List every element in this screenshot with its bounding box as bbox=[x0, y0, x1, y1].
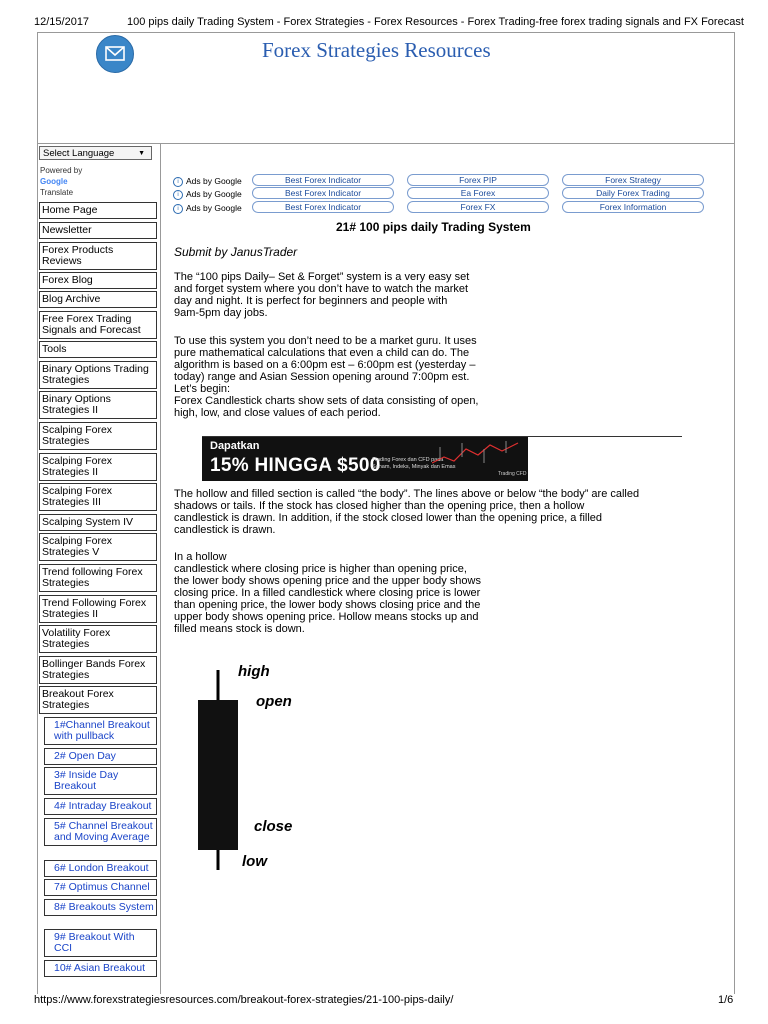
paragraph-hollow-filled bbox=[174, 551, 481, 635]
google-logo: Google bbox=[40, 177, 68, 186]
ad-link-forex-pip[interactable]: Forex PIP bbox=[407, 174, 549, 186]
paragraph-body-definition bbox=[174, 488, 639, 536]
banner-description-line: Trading Forex dan CFD pada bbox=[372, 457, 444, 463]
text-line: high, low, and close values of each period. bbox=[174, 407, 381, 419]
text-line: the lower body shows opening price and the upper body shows bbox=[174, 575, 481, 587]
info-icon[interactable]: i bbox=[173, 204, 183, 214]
text-line: The hollow and filled section is called “the body”. The lines above or below “the body” are called bbox=[174, 488, 640, 500]
ad-link-daily-forex-trading[interactable]: Daily Forex Trading bbox=[562, 187, 704, 199]
language-select[interactable] bbox=[39, 146, 152, 160]
text-line: than opening price, the lower body shows closing price and the bbox=[174, 599, 481, 611]
nav-item-products-reviews[interactable]: Forex Products Reviews bbox=[39, 242, 157, 270]
candle-label-open: open bbox=[256, 693, 292, 710]
envelope-icon-graphic bbox=[97, 36, 133, 72]
paragraph-intro bbox=[174, 271, 469, 319]
nav-item-tools[interactable]: Tools bbox=[39, 341, 157, 358]
paragraph-method bbox=[174, 335, 479, 419]
info-icon[interactable]: i bbox=[173, 177, 183, 187]
candle-label-low: low bbox=[242, 853, 267, 870]
nav-item-bollinger-bands[interactable]: Bollinger Bands Forex Strategies bbox=[39, 656, 157, 684]
nav-item-binary-options-2[interactable]: Binary Options Strategies II bbox=[39, 391, 157, 419]
language-select-label: Select Language bbox=[43, 148, 115, 159]
text-line: and forget system where you don’t have to watch the market bbox=[174, 283, 469, 295]
nav-item-scalping-5[interactable]: Scalping Forex Strategies V bbox=[39, 533, 157, 561]
ad-link-ea-forex[interactable]: Ea Forex bbox=[407, 187, 549, 199]
banner-description-line: Saham, Indeks, Minyak dan Emas bbox=[372, 464, 456, 470]
text-line: candlestick where closing price is higher than opening price, bbox=[174, 563, 467, 575]
subnav-item-channel-breakout-ma[interactable]: 5# Channel Breakout and Moving Average bbox=[44, 818, 157, 846]
text-line: Let’s begin: bbox=[174, 383, 231, 395]
filled-candlestick-diagram bbox=[190, 660, 250, 880]
subnav-item-asian-breakout[interactable]: 10# Asian Breakout bbox=[44, 960, 157, 977]
subnav-item-channel-breakout-pullback[interactable]: 1#Channel Breakout with pullback bbox=[44, 717, 157, 745]
nav-item-scalping-4[interactable]: Scalping System IV bbox=[39, 514, 157, 531]
ad-link-forex-strategy[interactable]: Forex Strategy bbox=[562, 174, 704, 186]
site-title[interactable]: Forex Strategies Resources bbox=[262, 38, 491, 62]
ads-by-google-label: Ads by Google bbox=[186, 176, 242, 186]
ad-link-best-forex-indicator[interactable]: Best Forex Indicator bbox=[252, 201, 394, 213]
text-line: algorithm is based on a 6:00pm est – 6:00pm est (yesterday – bbox=[174, 359, 476, 371]
print-date: 12/15/2017 bbox=[34, 16, 90, 28]
nav-item-trend-following[interactable]: Trend following Forex Strategies bbox=[39, 564, 157, 592]
content-divider bbox=[160, 144, 161, 994]
print-title: 100 pips daily Trading System - Forex Strategies - Forex Resources - Forex Trading-free forex trading signals and FX Forecast bbox=[127, 16, 744, 28]
banner-brand: Trading CFD bbox=[498, 471, 527, 477]
ads-by-google-label: Ads by Google bbox=[186, 189, 242, 199]
text-line: day and night. It is perfect for beginners and people with bbox=[174, 295, 448, 307]
text-line: pure mathematical calculations that even a child can do. The bbox=[174, 347, 470, 359]
nav-item-forex-blog[interactable]: Forex Blog bbox=[39, 272, 157, 289]
article-title: 21# 100 pips daily Trading System bbox=[336, 220, 531, 234]
nav-item-scalping-3[interactable]: Scalping Forex Strategies III bbox=[39, 483, 157, 511]
text-line: To use this system you don’t need to be a market guru. It uses bbox=[174, 335, 477, 347]
ads-label-row-2 bbox=[173, 189, 242, 200]
text-line: shadows or tails. If the stock has closed higher than the opening price, then a hollow bbox=[174, 500, 585, 512]
print-page-number: 1/6 bbox=[718, 994, 734, 1006]
text-line: In a hollow bbox=[174, 551, 227, 563]
translate-link[interactable]: Translate bbox=[40, 188, 74, 197]
ad-link-best-forex-indicator[interactable]: Best Forex Indicator bbox=[252, 187, 394, 199]
ads-label-row-1 bbox=[173, 176, 242, 187]
print-url: https://www.forexstrategiesresources.com/breakout-forex-strategies/21-100-pips-daily/ bbox=[34, 994, 454, 1006]
google-translate-credit bbox=[40, 165, 82, 198]
subnav-item-open-day[interactable]: 2# Open Day bbox=[44, 748, 157, 765]
nav-item-scalping-2[interactable]: Scalping Forex Strategies II bbox=[39, 453, 157, 481]
ad-link-forex-information[interactable]: Forex Information bbox=[562, 201, 704, 213]
ads-by-google-label: Ads by Google bbox=[186, 203, 242, 213]
banner-offer: 15% HINGGA $500 bbox=[210, 455, 381, 476]
nav-item-free-signals[interactable]: Free Forex Trading Signals and Forecast bbox=[39, 311, 157, 339]
subnav-item-inside-day-breakout[interactable]: 3# Inside Day Breakout bbox=[44, 767, 157, 795]
subnav-item-intraday-breakout[interactable]: 4# Intraday Breakout bbox=[44, 798, 157, 815]
powered-by-label: Powered by bbox=[40, 166, 83, 175]
subnav-item-breakouts-system[interactable]: 8# Breakouts System bbox=[44, 899, 157, 916]
text-line: Forex Candlestick charts show sets of data consisting of open, bbox=[174, 395, 479, 407]
candle-label-close: close bbox=[254, 818, 293, 835]
text-line: closing price. In a filled candlestick where closing price is lower bbox=[174, 587, 481, 599]
text-line: today) range and Asian Session opening around 7:00pm est. bbox=[174, 371, 470, 383]
nav-item-trend-following-2[interactable]: Trend Following Forex Strategies II bbox=[39, 595, 157, 623]
nav-item-scalping[interactable]: Scalping Forex Strategies bbox=[39, 422, 157, 450]
nav-item-volatility[interactable]: Volatility Forex Strategies bbox=[39, 625, 157, 653]
chart-pattern-graphic bbox=[432, 439, 522, 469]
ad-link-forex-fx[interactable]: Forex FX bbox=[407, 201, 549, 213]
banner-headline: Dapatkan bbox=[210, 440, 260, 452]
info-icon[interactable]: i bbox=[173, 190, 183, 200]
nav-item-blog-archive[interactable]: Blog Archive bbox=[39, 291, 157, 308]
ad-banner[interactable] bbox=[202, 437, 528, 481]
nav-item-home[interactable]: Home Page bbox=[39, 202, 157, 219]
subnav-item-london-breakout[interactable]: 6# London Breakout bbox=[44, 860, 157, 877]
text-line: The “100 pips Daily– Set & Forget” system is a very easy set bbox=[174, 271, 470, 283]
article-byline: Submit by JanusTrader bbox=[174, 245, 298, 259]
nav-item-breakout[interactable]: Breakout Forex Strategies bbox=[39, 686, 157, 714]
text-line: candlestick is drawn. In addition, if the stock closed lower than the opening price, a filled bbox=[174, 512, 603, 524]
text-line: candlestick is drawn. bbox=[174, 524, 276, 536]
dropdown-arrow-icon: ▼ bbox=[138, 150, 145, 157]
text-line: upper body shows opening price. Hollow means stocks up and bbox=[174, 611, 479, 623]
candle-body bbox=[198, 700, 238, 850]
envelope-icon[interactable] bbox=[96, 35, 134, 73]
text-line: 9am-5pm day jobs. bbox=[174, 307, 268, 319]
nav-item-newsletter[interactable]: Newsletter bbox=[39, 222, 157, 239]
ads-label-row-3 bbox=[173, 203, 242, 214]
subnav-item-optimus-channel[interactable]: 7# Optimus Channel bbox=[44, 879, 157, 896]
text-line: filled means stock is down. bbox=[174, 623, 305, 635]
subnav-item-breakout-cci[interactable]: 9# Breakout With CCI bbox=[44, 929, 157, 957]
ad-link-best-forex-indicator[interactable]: Best Forex Indicator bbox=[252, 174, 394, 186]
nav-item-binary-options[interactable]: Binary Options Trading Strategies bbox=[39, 361, 157, 389]
candle-label-high: high bbox=[238, 663, 270, 680]
